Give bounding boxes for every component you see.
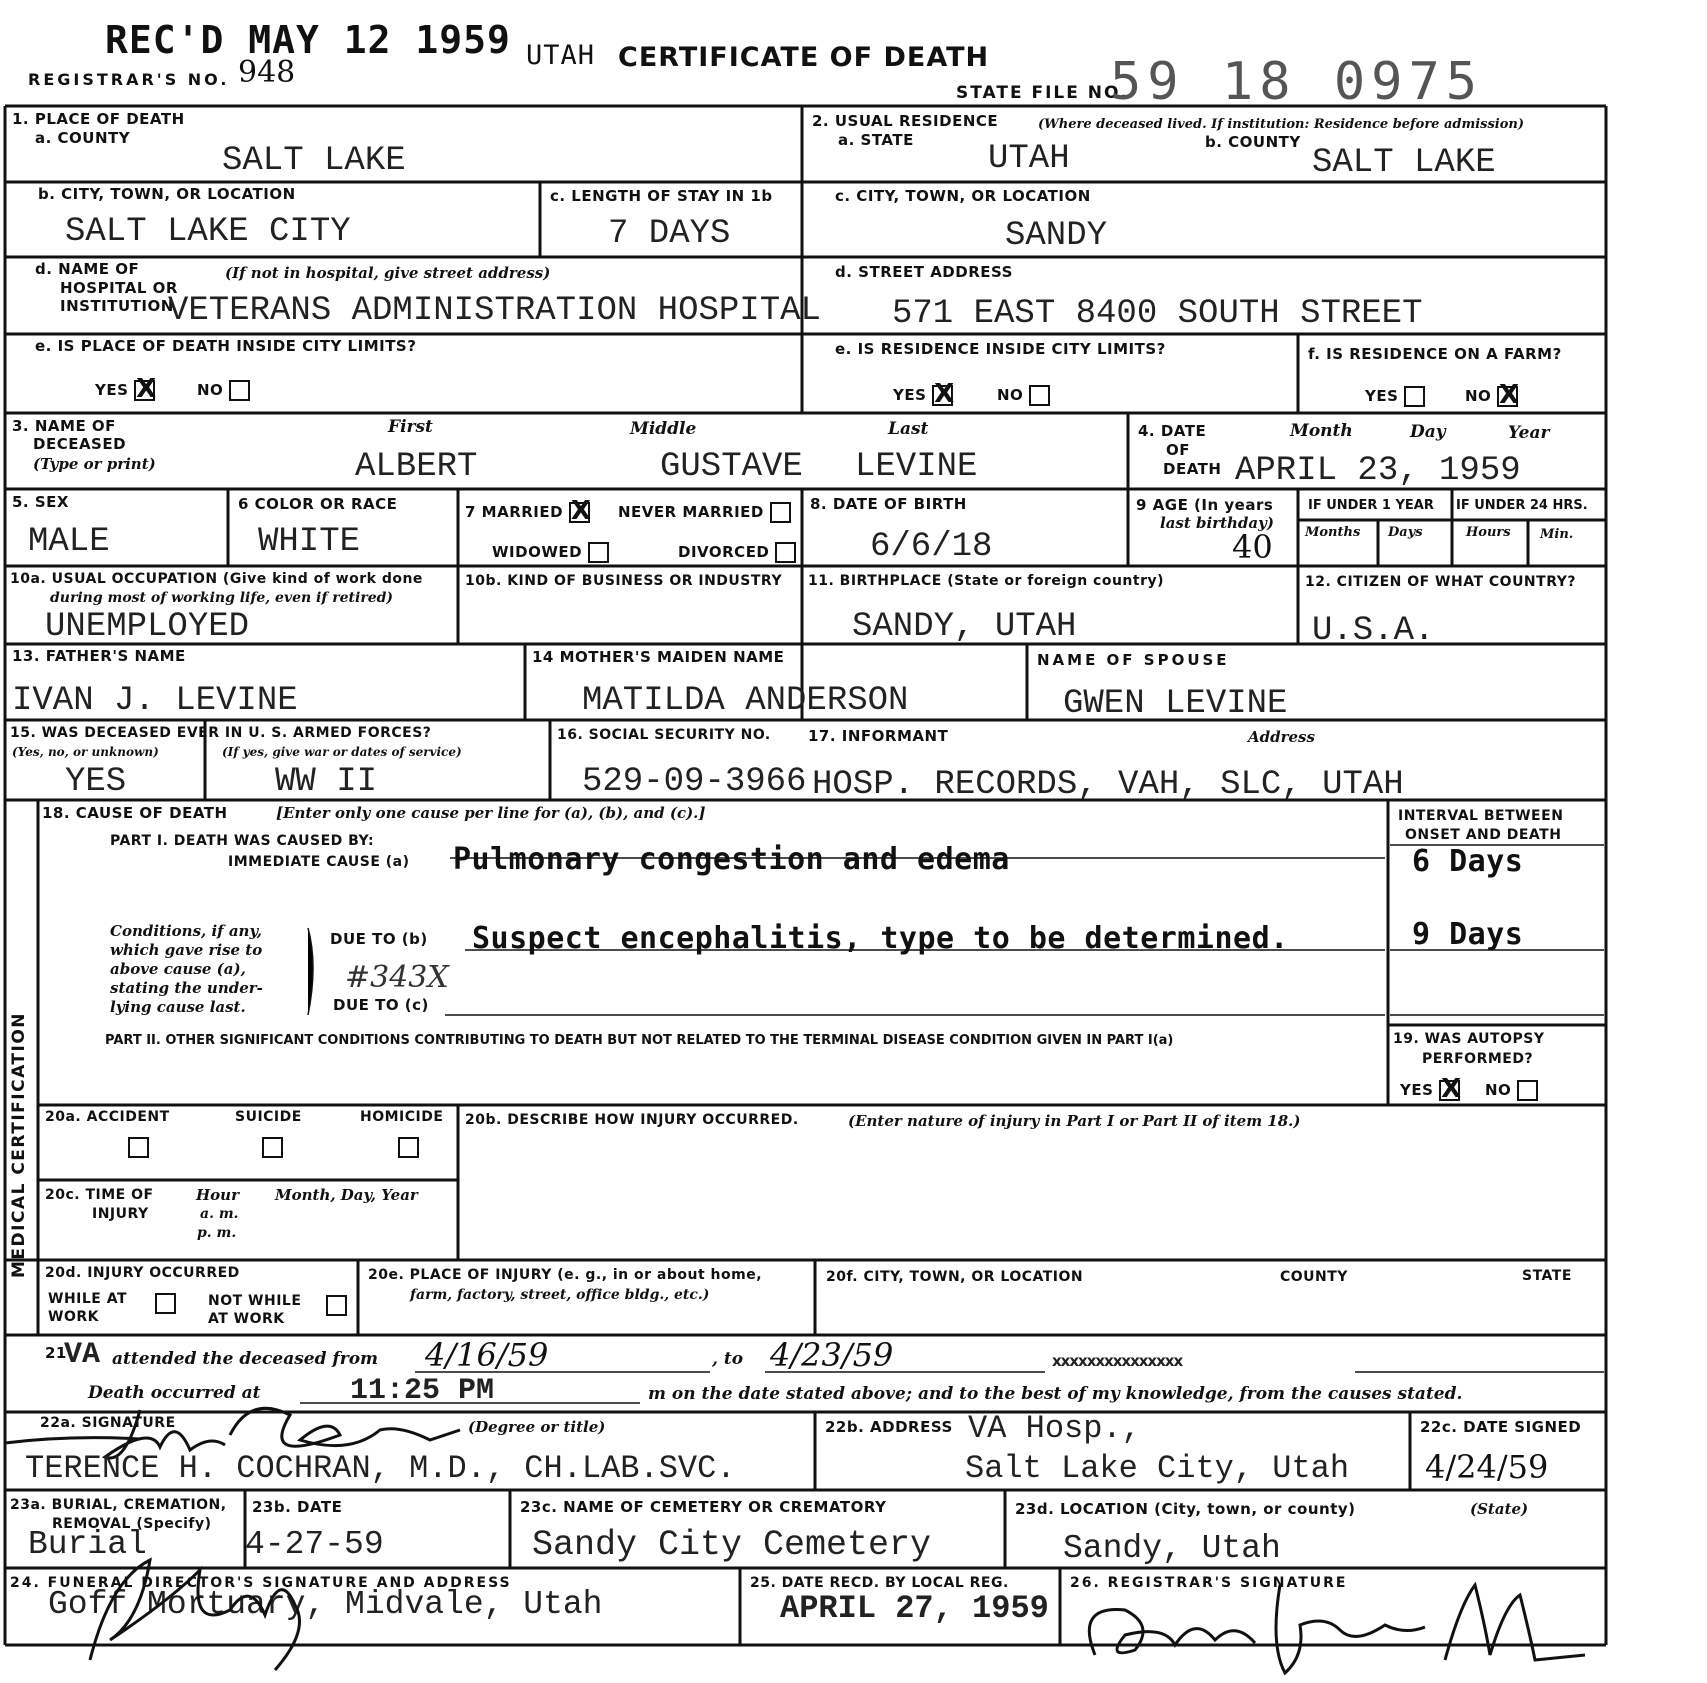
state-file-number: 59 18 0975 bbox=[1110, 52, 1484, 112]
while-at-work-label-2: WORK bbox=[48, 1309, 99, 1325]
last-name: LEVINE bbox=[855, 448, 978, 486]
length-of-stay: 7 DAYS bbox=[608, 215, 731, 253]
suicide-checkbox-wrap bbox=[262, 1137, 283, 1158]
last-name-label: Last bbox=[888, 419, 929, 439]
father-label: 13. FATHER'S NAME bbox=[12, 647, 186, 665]
residence-limits-no-checkbox[interactable] bbox=[1029, 385, 1050, 406]
sex: MALE bbox=[28, 523, 110, 561]
place-limits-yes-checkbox[interactable] bbox=[134, 380, 155, 401]
injury-state-label: STATE bbox=[1522, 1268, 1572, 1284]
middle-name: GUSTAVE bbox=[660, 448, 803, 486]
attended-from: 4/16/59 bbox=[425, 1336, 549, 1374]
street-address: 571 EAST 8400 SOUTH STREET bbox=[892, 295, 1423, 333]
residence-note: (Where deceased lived. If institution: Residence before admission) bbox=[1038, 117, 1525, 132]
hospital-name: VETERANS ADMINISTRATION HOSPITAL bbox=[168, 292, 821, 330]
birthplace-label: 11. BIRTHPLACE (State or foreign country) bbox=[808, 573, 1165, 589]
never-married-checkbox[interactable] bbox=[770, 502, 791, 523]
day-label: Day bbox=[1410, 422, 1446, 442]
widowed-label: WIDOWED bbox=[492, 543, 583, 561]
under-1-year-label: IF UNDER 1 YEAR bbox=[1308, 498, 1434, 513]
residence-limits-yes bbox=[893, 385, 953, 406]
describe-injury-note: (Enter nature of injury in Part I or Part II of item 18.) bbox=[848, 1112, 1301, 1130]
injury-city-label: 20f. CITY, TOWN, OR LOCATION bbox=[826, 1269, 1084, 1285]
while-at-work-label-1: WHILE AT bbox=[48, 1291, 128, 1307]
age-label-1: 9 AGE (In years bbox=[1136, 496, 1274, 514]
hour-label: Hour bbox=[196, 1186, 239, 1204]
am-label: a. m. bbox=[200, 1206, 239, 1222]
funeral-director-label: 24. FUNERAL DIRECTOR'S SIGNATURE AND ADDRESS bbox=[10, 1575, 512, 1591]
conditions-note-4: stating the under- bbox=[110, 979, 263, 997]
farm-no-checkbox[interactable] bbox=[1497, 386, 1518, 407]
year-label: Year bbox=[1508, 423, 1550, 443]
first-name-label: First bbox=[388, 417, 433, 437]
married-option bbox=[465, 502, 590, 523]
ssn-label: 16. SOCIAL SECURITY NO. bbox=[557, 727, 771, 743]
burial-type-label-1: 23a. BURIAL, CREMATION, bbox=[10, 1497, 227, 1513]
cause-of-death-label: 18. CAUSE OF DEATH bbox=[42, 804, 228, 822]
date-of-death-label-1: 4. DATE bbox=[1138, 422, 1207, 440]
not-while-at-work-wrap bbox=[326, 1295, 347, 1316]
business-label: 10b. KIND OF BUSINESS OR INDUSTRY bbox=[465, 573, 783, 589]
cause-code: #343X bbox=[345, 960, 449, 995]
divorced-option bbox=[678, 542, 796, 563]
death-time: 11:25 PM bbox=[350, 1374, 495, 1408]
homicide-label: HOMICIDE bbox=[360, 1109, 444, 1125]
residence-county: SALT LAKE bbox=[1312, 144, 1496, 182]
occupation-label-1: 10a. USUAL OCCUPATION (Give kind of work done bbox=[10, 571, 423, 587]
yes-label: YES bbox=[95, 381, 129, 399]
hospital-label-3: INSTITUTION bbox=[60, 297, 174, 315]
occupation: UNEMPLOYED bbox=[45, 608, 250, 646]
farm-no bbox=[1465, 386, 1518, 407]
document-title: CERTIFICATE OF DEATH bbox=[618, 42, 990, 73]
conditions-note-3: above cause (a), bbox=[110, 960, 246, 978]
date-of-birth-label: 8. DATE OF BIRTH bbox=[810, 495, 967, 513]
cause-b: Suspect encephalitis, type to be determined. bbox=[472, 921, 1289, 956]
mother-name: MATILDA ANDERSON bbox=[582, 682, 909, 720]
residence-limits-yes-checkbox[interactable] bbox=[932, 385, 953, 406]
suicide-label: SUICIDE bbox=[235, 1109, 302, 1125]
middle-name-label: Middle bbox=[630, 419, 697, 439]
divorced-checkbox[interactable] bbox=[775, 542, 796, 563]
physician-name: TERENCE H. COCHRAN, M.D., CH.LAB.SVC. bbox=[25, 1450, 736, 1487]
residence-county-label: b. COUNTY bbox=[1205, 133, 1301, 151]
spouse-label: NAME OF SPOUSE bbox=[1037, 651, 1230, 669]
name-label-1: 3. NAME OF bbox=[12, 417, 116, 435]
homicide-checkbox-wrap bbox=[398, 1137, 419, 1158]
due-to-b-label: DUE TO (b) bbox=[330, 930, 428, 948]
part-2-label: PART II. OTHER SIGNIFICANT CONDITIONS CONTRIBUTING TO DEATH BUT NOT RELATED TO THE TERMINAL DISEASE CONDITION GIVEN IN PART I(a) bbox=[105, 1033, 1174, 1048]
funeral-director-signature bbox=[80, 1540, 340, 1680]
birthplace: SANDY, UTAH bbox=[852, 608, 1077, 646]
autopsy-no bbox=[1485, 1080, 1538, 1101]
accident-label: 20a. ACCIDENT bbox=[45, 1109, 170, 1125]
interval-label-1: INTERVAL BETWEEN bbox=[1398, 808, 1564, 824]
while-at-work-wrap bbox=[155, 1293, 176, 1314]
autopsy-label-1: 19. WAS AUTOPSY bbox=[1393, 1031, 1545, 1047]
accident-checkbox-wrap bbox=[128, 1137, 149, 1158]
attending-physician-org: VA bbox=[64, 1338, 101, 1372]
residence-label: 2. USUAL RESIDENCE bbox=[812, 112, 999, 130]
armed-forces-label: 15. WAS DECEASED EVER IN U. S. ARMED FORCES? bbox=[10, 725, 432, 741]
place-city: SALT LAKE CITY bbox=[65, 213, 351, 251]
registrar-no: 948 bbox=[238, 55, 296, 90]
signature-label: 22a. SIGNATURE bbox=[40, 1415, 176, 1431]
name-label-2: DECEASED bbox=[33, 435, 127, 453]
war-service: WW II bbox=[275, 763, 378, 801]
hospital-label-1: d. NAME OF bbox=[35, 260, 140, 278]
street-address-label: d. STREET ADDRESS bbox=[835, 263, 1013, 281]
cemetery-name: Sandy City Cemetery bbox=[532, 1525, 932, 1565]
hospital-note: (If not in hospital, give street address) bbox=[225, 264, 551, 282]
yes-label: YES bbox=[1400, 1081, 1434, 1099]
death-occurred-label: Death occurred at bbox=[88, 1383, 261, 1403]
name-label-3: (Type or print) bbox=[33, 455, 156, 473]
interval-b: 9 Days bbox=[1412, 917, 1524, 952]
burial-type: Burial bbox=[28, 1526, 147, 1563]
burial-state-label: (State) bbox=[1470, 1500, 1529, 1518]
months-label: Months bbox=[1305, 525, 1361, 540]
date-of-death: APRIL 23, 1959 bbox=[1235, 452, 1521, 490]
physician-address-label: 22b. ADDRESS bbox=[825, 1418, 953, 1436]
date-of-death-label-3: DEATH bbox=[1163, 460, 1222, 478]
place-county-label: a. COUNTY bbox=[35, 129, 131, 147]
degree-label: (Degree or title) bbox=[468, 1418, 606, 1436]
informant-address-label: Address bbox=[1248, 728, 1315, 746]
not-while-at-work-label-2: AT WORK bbox=[208, 1311, 285, 1327]
burial-type-label-2: REMOVAL (Specify) bbox=[52, 1516, 212, 1532]
farm-label: f. IS RESIDENCE ON A FARM? bbox=[1308, 345, 1562, 363]
married-label: 7 MARRIED bbox=[465, 503, 564, 521]
sex-label: 5. SEX bbox=[12, 493, 69, 511]
interval-a: 6 Days bbox=[1412, 844, 1524, 879]
title-state: UTAH bbox=[526, 40, 596, 71]
injury-occurred-label: 20d. INJURY OCCURRED bbox=[45, 1265, 240, 1281]
month-day-year-label: Month, Day, Year bbox=[275, 1186, 418, 1204]
place-limits-label: e. IS PLACE OF DEATH INSIDE CITY LIMITS? bbox=[35, 337, 417, 355]
medical-certification-side-label: MEDICAL CERTIFICATION bbox=[9, 1011, 29, 1279]
suicide-checkbox[interactable] bbox=[262, 1137, 283, 1158]
race: WHITE bbox=[258, 523, 361, 561]
hospital-label-2: HOSPITAL OR bbox=[60, 279, 178, 297]
immediate-cause-label: IMMEDIATE CAUSE (a) bbox=[228, 854, 410, 870]
attended-to-label: , to bbox=[712, 1349, 744, 1369]
item-21-number: 21 bbox=[45, 1344, 67, 1362]
place-limits-no-checkbox[interactable] bbox=[229, 380, 250, 401]
married-checkbox[interactable] bbox=[569, 502, 590, 523]
no-label: NO bbox=[997, 386, 1024, 404]
divorced-label: DIVORCED bbox=[678, 543, 770, 561]
residence-state: UTAH bbox=[988, 140, 1070, 178]
place-of-death-label: 1. PLACE OF DEATH bbox=[12, 110, 185, 128]
burial-location-label: 23d. LOCATION (City, town, or county) bbox=[1015, 1500, 1356, 1518]
place-city-label: b. CITY, TOWN, OR LOCATION bbox=[38, 185, 296, 203]
length-of-stay-label: c. LENGTH OF STAY IN 1b bbox=[550, 187, 773, 205]
min-label: Min. bbox=[1540, 527, 1574, 542]
time-of-injury-label-2: INJURY bbox=[92, 1206, 149, 1222]
residence-state-label: a. STATE bbox=[838, 131, 914, 149]
race-label: 6 COLOR OR RACE bbox=[238, 495, 398, 513]
no-label: NO bbox=[197, 381, 224, 399]
father-name: IVAN J. LEVINE bbox=[12, 682, 298, 720]
burial-location: Sandy, Utah bbox=[1063, 1530, 1281, 1567]
attestation-text: m on the date stated above; and to the best of my knowledge, from the causes stated. bbox=[648, 1384, 1463, 1404]
days-label: Days bbox=[1388, 525, 1423, 540]
under-24-hrs-label: IF UNDER 24 HRS. bbox=[1456, 498, 1588, 513]
registrar-signature bbox=[1065, 1565, 1605, 1683]
armed-note-1: (Yes, no, or unknown) bbox=[12, 745, 159, 759]
date-received: APRIL 27, 1959 bbox=[780, 1590, 1049, 1627]
conditions-note-2: which gave rise to bbox=[110, 941, 263, 959]
burial-date: 4-27-59 bbox=[245, 1526, 384, 1563]
occupation-label-2: during most of working life, even if retired) bbox=[50, 590, 394, 606]
funeral-director: Goff Mortuary, Midvale, Utah bbox=[48, 1586, 603, 1623]
first-name: ALBERT bbox=[355, 448, 478, 486]
date-signed-label: 22c. DATE SIGNED bbox=[1420, 1418, 1582, 1436]
describe-injury-label: 20b. DESCRIBE HOW INJURY OCCURRED. bbox=[465, 1112, 799, 1128]
homicide-checkbox[interactable] bbox=[398, 1137, 419, 1158]
place-limits-no bbox=[197, 380, 250, 401]
residence-city-label: c. CITY, TOWN, OR LOCATION bbox=[835, 187, 1091, 205]
registrar-signature-label: 26. REGISTRAR'S SIGNATURE bbox=[1070, 1575, 1348, 1591]
autopsy-yes-checkbox[interactable] bbox=[1439, 1080, 1460, 1101]
yes-label: YES bbox=[893, 386, 927, 404]
residence-city: SANDY bbox=[1005, 217, 1108, 255]
place-county: SALT LAKE bbox=[222, 142, 406, 180]
injury-county-label: COUNTY bbox=[1280, 1269, 1348, 1285]
widowed-checkbox[interactable] bbox=[588, 542, 609, 563]
physician-address-2: Salt Lake City, Utah bbox=[965, 1450, 1350, 1487]
part-1-label: PART I. DEATH WAS CAUSED BY: bbox=[110, 833, 375, 849]
due-to-c-label: DUE TO (c) bbox=[333, 996, 429, 1014]
residence-limits-no bbox=[997, 385, 1050, 406]
cemetery-label: 23c. NAME OF CEMETERY OR CREMATORY bbox=[520, 1498, 887, 1516]
never-married-option bbox=[618, 502, 791, 523]
month-label: Month bbox=[1290, 421, 1353, 441]
date-received-label: 25. DATE RECD. BY LOCAL REG. bbox=[750, 1575, 1009, 1591]
place-of-injury-note: farm, factory, street, office bldg., etc.) bbox=[410, 1287, 710, 1303]
farm-yes bbox=[1365, 386, 1425, 407]
autopsy-yes bbox=[1400, 1080, 1460, 1101]
widowed-option bbox=[492, 542, 609, 563]
no-label: NO bbox=[1485, 1081, 1512, 1099]
spouse-name: GWEN LEVINE bbox=[1063, 685, 1288, 723]
received-stamp: REC'D MAY 12 1959 bbox=[105, 18, 511, 62]
attended-to: 4/23/59 bbox=[770, 1336, 894, 1374]
interval-label-2: ONSET AND DEATH bbox=[1405, 827, 1562, 843]
burial-date-label: 23b. DATE bbox=[252, 1498, 343, 1516]
citizen-label: 12. CITIZEN OF WHAT COUNTRY? bbox=[1305, 574, 1576, 590]
cause-of-death-note: [Enter only one cause per line for (a), (b), and (c).] bbox=[276, 804, 706, 822]
informant: HOSP. RECORDS, VAH, SLC, UTAH bbox=[812, 766, 1404, 804]
autopsy-no-checkbox[interactable] bbox=[1517, 1080, 1538, 1101]
farm-yes-checkbox[interactable] bbox=[1404, 386, 1425, 407]
no-label: NO bbox=[1465, 387, 1492, 405]
state-file-label: STATE FILE NO. bbox=[956, 83, 1129, 103]
residence-limits-label: e. IS RESIDENCE INSIDE CITY LIMITS? bbox=[835, 340, 1166, 358]
place-of-injury-label: 20e. PLACE OF INJURY (e. g., in or about home, bbox=[368, 1267, 763, 1283]
informant-label: 17. INFORMANT bbox=[808, 727, 949, 745]
yes-label: YES bbox=[1365, 387, 1399, 405]
attended-text: attended the deceased from bbox=[112, 1349, 379, 1369]
mother-label: 14 MOTHER'S MAIDEN NAME bbox=[532, 648, 785, 666]
while-at-work-checkbox[interactable] bbox=[155, 1293, 176, 1314]
struck-text: xxxxxxxxxxxxxxx bbox=[1052, 1352, 1183, 1370]
age: 40 bbox=[1232, 528, 1273, 566]
age-label-2: last birthday) bbox=[1160, 514, 1274, 532]
pm-label: p. m. bbox=[197, 1225, 237, 1241]
cause-a: Pulmonary congestion and edema bbox=[453, 842, 1010, 877]
never-married-label: NEVER MARRIED bbox=[618, 503, 764, 521]
conditions-note-1: Conditions, if any, bbox=[110, 922, 262, 940]
not-while-at-work-label-1: NOT WHILE bbox=[208, 1293, 302, 1309]
date-signed: 4/24/59 bbox=[1425, 1448, 1549, 1486]
ssn: 529-09-3966 bbox=[582, 763, 807, 801]
accident-checkbox[interactable] bbox=[128, 1137, 149, 1158]
citizen: U.S.A. bbox=[1312, 612, 1435, 650]
date-of-death-label-2: OF bbox=[1166, 441, 1190, 459]
hours-label: Hours bbox=[1466, 525, 1511, 540]
armed-forces: YES bbox=[65, 763, 127, 801]
not-while-at-work-checkbox[interactable] bbox=[326, 1295, 347, 1316]
physician-address-1: VA Hosp., bbox=[968, 1410, 1141, 1447]
date-of-birth: 6/6/18 bbox=[870, 528, 993, 566]
time-of-injury-label-1: 20c. TIME OF bbox=[45, 1187, 154, 1203]
autopsy-label-2: PERFORMED? bbox=[1422, 1051, 1534, 1067]
place-limits-yes bbox=[95, 380, 155, 401]
conditions-note-5: lying cause last. bbox=[110, 998, 246, 1016]
registrar-no-label: REGISTRAR'S NO. bbox=[28, 70, 230, 89]
armed-note-2: (If yes, give war or dates of service) bbox=[222, 745, 462, 759]
